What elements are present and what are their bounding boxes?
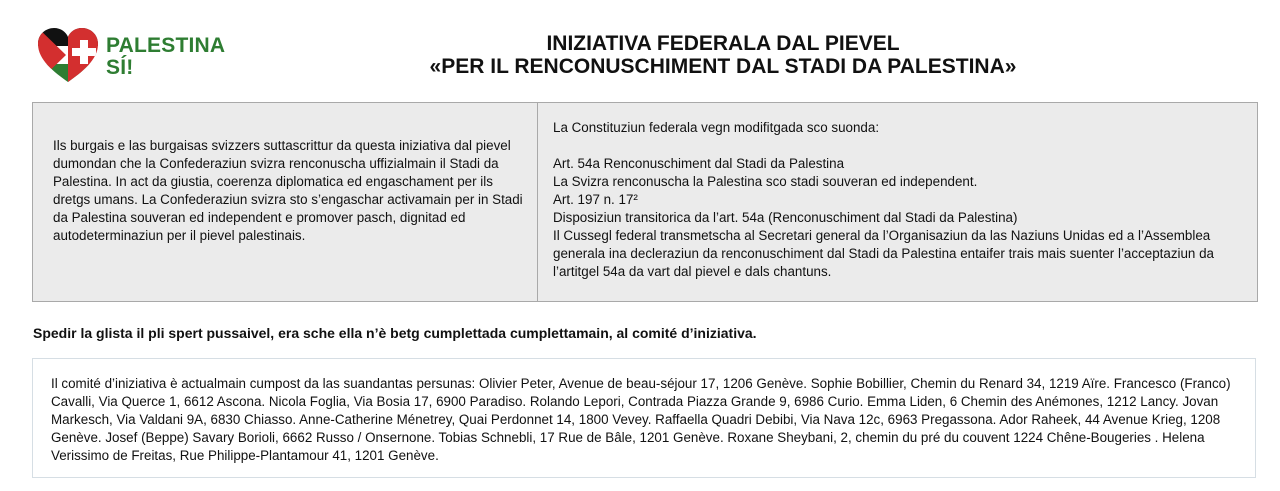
send-instruction: Spedir la glista il pli spert pussaivel, era sche ella n’è betg cumplettada cumplettamain, al comité d’iniziativa. xyxy=(33,325,757,341)
title-line1: INIZIATIVA FEDERALA DAL PIEVEL xyxy=(546,32,900,55)
transitional-provision-text: Il Cussegl federal transmetscha al Secretari general da l’Organisaziun da las Naziuns Unidas ed a l’Assemblea generala ina decleraziun da renconuschiment dal Stadi da Palestina entaifer trais mais suenter l’acceptaziun da l’artitgel 54a da vart dal pievel e dals chantuns. xyxy=(553,228,1214,279)
heart-flag-icon xyxy=(36,26,100,84)
panel-divider xyxy=(537,103,538,301)
article-54a-title: Art. 54a Renconuschiment dal Stadi da Palestina xyxy=(553,156,845,171)
initiative-intro-text: Ils burgais e las burgaisas svizzers suttascrittur da questa iniziativa dal pievel dumondan che la Confederaziun svizra renconuscha uffizialmain il Stadi da Palestina. In act da giustia, coerenza diplomatica ed engaschament per ils dretgs umans. La Confederaziun svizra sto s’engaschar activamain per in Stadi da Palestina souveran ed independent e promover pasch, dignitad ed autodeterminaziun per il pievel palestinais. xyxy=(53,138,523,243)
logo-text-line1: PALESTINA xyxy=(106,34,226,57)
logo xyxy=(36,26,256,88)
article-197-ref: Art. 197 n. 17² xyxy=(553,192,638,207)
amendment-intro: La Constituziun federala vegn modifitgada sco suonda: xyxy=(553,120,880,135)
initiative-text-panel xyxy=(32,102,1258,302)
article-54a-text: La Svizra renconuscha la Palestina sco stadi souveran ed independent. xyxy=(553,174,978,189)
constitution-amendment-text xyxy=(553,119,1243,281)
page-title xyxy=(300,32,1146,78)
logo-text-line2: SÍ! xyxy=(106,56,134,79)
transitional-provision-title: Disposiziun transitorica da l’art. 54a (Renconuschiment dal Stadi da Palestina) xyxy=(553,210,1018,225)
committee-panel xyxy=(32,358,1256,478)
title-line2: «PER IL RENCONUSCHIMENT DAL STADI DA PALESTINA» xyxy=(429,55,1017,78)
committee-members-text: Il comité d’iniziativa è actualmain cumpost da las suandantas persunas: Olivier Peter, Avenue de beau-séjour 17, 1206 Genève. Sophie Bobillier, Chemin du Renard 34, 1219 Aïre. Francesco (Franco) Cavalli, Via Querce 1, 6612 Ascona. Nicola Foglia, Via Bosia 17, 6900 Paradiso. Rolando Lepori, Contrada Piazza Grande 9, 6986 Curio. Emma Liden, 6 Chemin des Anémones, 1212 Lancy. Jovan Markesch, Via Valdani 9A, 6830 Chiasso. Anne-Catherine Ménetrey, Quai Perdonnet 14, 1800 Vevey. Raffaella Quadri Debibi, Via Nava 12c, 6963 Pregassona. Ador Raheek, 44 Avenue Krieg, 1208 Genève. Josef (Beppe) Savary Borioli, 6662 Russo / Onsernone. Tobias Schnebli, 17 Rue de Bâle, 1201 Genève. Roxane Sheybani, 2, chemin du pré du couvent 1224 Chêne-Bougeries . Helena Verissimo de Freitas, Rue Philippe-Plantamour 41, 1201 Genève. xyxy=(51,376,1231,463)
